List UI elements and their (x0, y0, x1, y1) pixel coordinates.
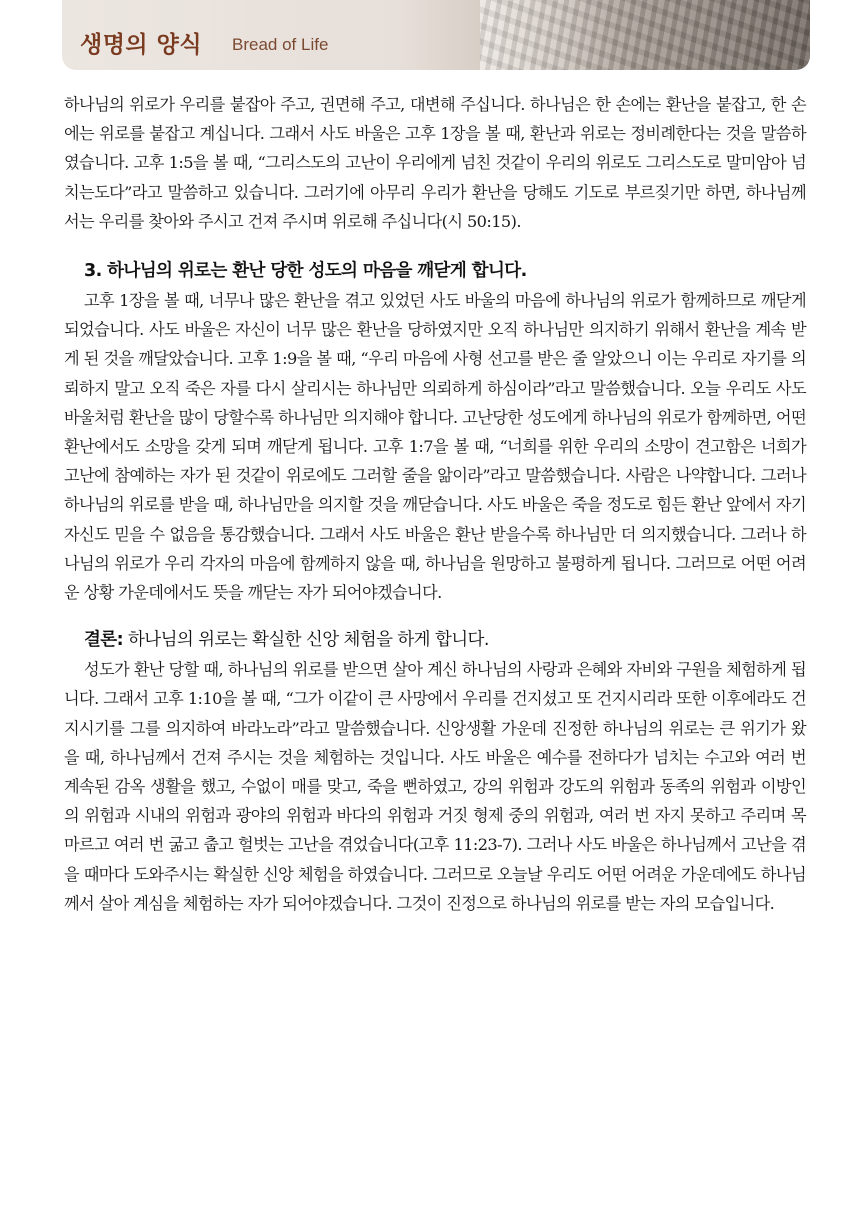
conclusion-heading (64, 625, 806, 655)
section-3-paragraph: 고후 1장을 볼 때, 너무나 많은 환난을 겪고 있었던 사도 바울의 마음에 하나님의 위로가 함께하므로 깨닫게 되었습니다. 사도 바울은 자신이 너무 많은 환난을 당하였지만 오직 하나님만 의지하기 위해서 환난을 계속 받게 된 것을 깨달았습니다. 고후 1:9을 볼 때, “우리 마음에 사형 선고를 받은 줄 알았으니 이는 우리로 자기를 의뢰하지 말고 오직 죽은 자를 다시 살리시는 하나님만 의뢰하게 하심이라”라고 말씀했습니다. 오늘 우리도 사도 바울처럼 환난을 많이 당할수록 하나님만 의지해야 합니다. 고난당한 성도에게 하나님의 위로가 함께하면, 어떤 환난에서도 소망을 갖게 되며 깨닫게 됩니다. 고후 1:7을 볼 때, “너희를 위한 우리의 소망이 견고함은 너희가 고난에 참예하는 자가 된 것같이 위로에도 그러할 줄을 앎이라”라고 말씀했습니다. 사람은 나약합니다. 그러나 하나님의 위로를 받을 때, 하나님만을 의지할 것을 깨닫습니다. 사도 바울은 죽을 정도로 힘든 환난 앞에서 자기 자신도 믿을 수 없음을 통감했습니다. 그래서 사도 바울은 환난 받을수록 하나님만 더 의지했습니다. 그러나 하나님의 위로가 우리 각자의 마음에 함께하지 않을 때, 하나님을 원망하고 불평하게 됩니다. 그러므로 어떤 어려운 상황 가운데에서도 뜻을 깨닫는 자가 되어야겠습니다. (64, 291, 806, 603)
article-body (64, 90, 806, 918)
header-title: 생명의 양식 (80, 32, 203, 58)
spacer (64, 607, 806, 625)
header-background-photo (480, 0, 810, 70)
conclusion-paragraph: 성도가 환난 당할 때, 하나님의 위로를 받으면 살아 계신 하나님의 사랑과 은혜와 자비와 구원을 체험하게 됩니다. 그래서 고후 1:10을 볼 때, “그가 이같이 큰 사망에서 우리를 건지셨고 또 건지시리라 또한 이후에라도 건지시기를 그를 의지하여 바라노라”라고 말씀했습니다. 신앙생활 가운데 진정한 하나님의 위로는 큰 위기가 왔을 때, 하나님께서 건져 주시는 것을 체험하는 것입니다. 사도 바울은 예수를 전하다가 넘치는 수고와 여러 번 계속된 감옥 생활을 했고, 수없이 매를 맞고, 죽을 뻔하였고, 강의 위험과 강도의 위험과 동족의 위험과 이방인의 위험과 시내의 위험과 광야의 위험과 바다의 위험과 거짓 형제 중의 위험과, 여러 번 자지 못하고 주리며 목마르고 여러 번 굶고 춥고 헐벗는 고난을 겪었습니다(고후 11:23-7). 그러나 사도 바울은 하나님께서 고난을 겪을 때마다 도와주시는 확실한 신앙 체험을 하였습니다. 그러므로 오늘날 우리도 어떤 어려운 가운데에도 하나님께서 살아 계심을 체험하는 자가 되어야겠습니다. 그것이 진정으로 하나님의 위로를 받는 자의 모습입니다. (64, 660, 806, 913)
intro-paragraph: 하나님의 위로가 우리를 붙잡아 주고, 권면해 주고, 대변해 주십니다. 하나님은 한 손에는 환난을 붙잡고, 한 손에는 위로를 붙잡고 계십니다. 그래서 사도 바울은 고후 1장을 볼 때, 환난과 위로는 정비례한다는 것을 말씀하였습니다. 고후 1:5을 볼 때, “그리스도의 고난이 우리에게 넘친 것같이 우리의 위로도 그리스도로 말미암아 넘치는도다”라고 말씀하고 있습니다. 그러기에 아무리 우리가 환난을 당해도 기도로 부르짖기만 하면, 하나님께서는 우리를 찾아와 주시고 건져 주시며 위로해 주십니다(시 50:15). (64, 95, 806, 231)
conclusion-heading-text: 하나님의 위로는 확실한 신앙 체험을 하게 합니다. (123, 630, 489, 651)
section-3-heading (64, 256, 806, 286)
conclusion-label: 결론: (84, 630, 124, 651)
page-header (62, 0, 810, 70)
section-3-heading-text: 3. 하나님의 위로는 환난 당한 성도의 마음을 깨닫게 합니다. (84, 261, 527, 282)
header-subtitle: Bread of Life (232, 35, 329, 54)
spacer (64, 236, 806, 256)
